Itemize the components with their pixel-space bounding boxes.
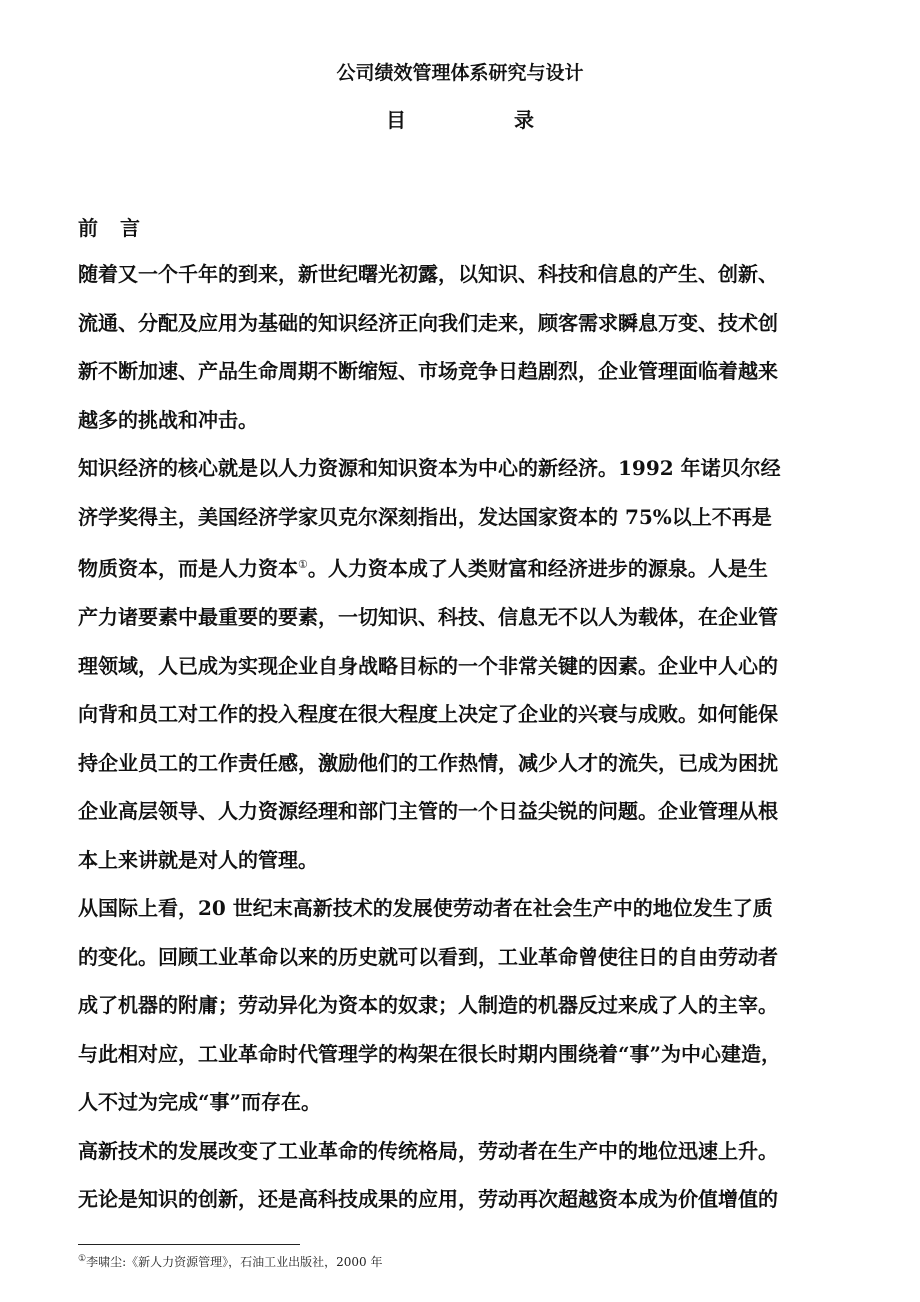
paragraph-2 xyxy=(78,444,848,884)
text-line: 向背和员工对工作的投入程度在很大程度上决定了企业的兴衰与成败。如何能保 xyxy=(78,702,778,727)
toc-heading xyxy=(0,104,920,133)
section-heading-char-2: 言 xyxy=(120,216,140,240)
text-line: 无论是知识的创新，还是高科技成果的应用，劳动再次超越资本成为价值增值的 xyxy=(78,1187,778,1212)
text-line: 新不断加速、产品生命周期不断缩短、市场竞争日趋剧烈，企业管理面临着越来 xyxy=(78,359,778,383)
paragraph-3 xyxy=(78,884,848,1127)
text-line: 本上来讲就是对人的管理。 xyxy=(78,847,318,872)
paragraph-1 xyxy=(78,250,848,444)
footnote xyxy=(78,1253,382,1270)
text-line: 的变化。回顾工业革命以来的历史就可以看到，工业革命曾使往日的自由劳动者 xyxy=(78,944,778,969)
section-heading-char-1: 前 xyxy=(78,216,98,240)
section-heading-preface xyxy=(78,212,140,241)
text-line: 成了机器的附庸；劳动异化为资本的奴隶；人制造的机器反过来成了人的主宰。 xyxy=(78,993,778,1018)
text-line: 知识经济的核心就是以人力资源和知识资本为中心的新经济。1992 年诺贝尔经 xyxy=(78,456,781,480)
toc-heading-char-1: 目 xyxy=(386,108,406,132)
text-line: 流通、分配及应用为基础的知识经济正向我们走来，顾客需求瞬息万变、技术创 xyxy=(78,310,778,335)
text-line xyxy=(78,541,848,593)
paragraph-4 xyxy=(78,1127,848,1224)
text-line: 越多的挑战和冲击。 xyxy=(78,407,258,432)
text-line: 随着又一个千年的到来，新世纪曙光初露，以知识、科技和信息的产生、创新、 xyxy=(78,262,778,286)
text-line: 人不过为完成“事”而存在。 xyxy=(78,1090,322,1115)
footnote-text: 李啸尘:《新人力资源管理》，石油工业出版社，2000 年 xyxy=(86,1255,383,1269)
text-line: 企业高层领导、人力资源经理和部门主管的一个日益尖锐的问题。企业管理从根 xyxy=(78,799,778,824)
text-line: 持企业员工的工作责任感，激励他们的工作热情，减少人才的流失，已成为困扰 xyxy=(78,750,778,775)
footnote-divider xyxy=(78,1244,300,1245)
text-line: 济学奖得主，美国经济学家贝克尔深刻指出，发达国家资本的 75%以上不再是 xyxy=(78,504,772,529)
text-segment: 。人力资本成了人类财富和经济进步的源泉。人是生 xyxy=(307,556,768,581)
text-line: 高新技术的发展改变了工业革命的传统格局，劳动者在生产中的地位迅速上升。 xyxy=(78,1138,778,1163)
footnote-mark: ① xyxy=(78,1254,87,1264)
document-title: 公司绩效管理体系研究与设计 xyxy=(336,62,584,84)
toc-heading-char-2: 录 xyxy=(514,108,534,132)
footnote-reference[interactable]: ① xyxy=(298,558,308,571)
text-segment: 物质资本，而是人力资本 xyxy=(78,556,298,581)
text-line: 产力诸要素中最重要的要素，一切知识、科技、信息无不以人为载体，在企业管 xyxy=(78,605,778,630)
text-line: 理领域，人已成为实现企业自身战略目标的一个非常关键的因素。企业中人心的 xyxy=(78,653,778,678)
text-line: 从国际上看，20 世纪末高新技术的发展使劳动者在社会生产中的地位发生了质 xyxy=(78,896,773,921)
text-line: 与此相对应，工业革命时代管理学的构架在很长时期内围绕着“事”为中心建造， xyxy=(78,1041,782,1066)
body-text xyxy=(78,250,848,1224)
